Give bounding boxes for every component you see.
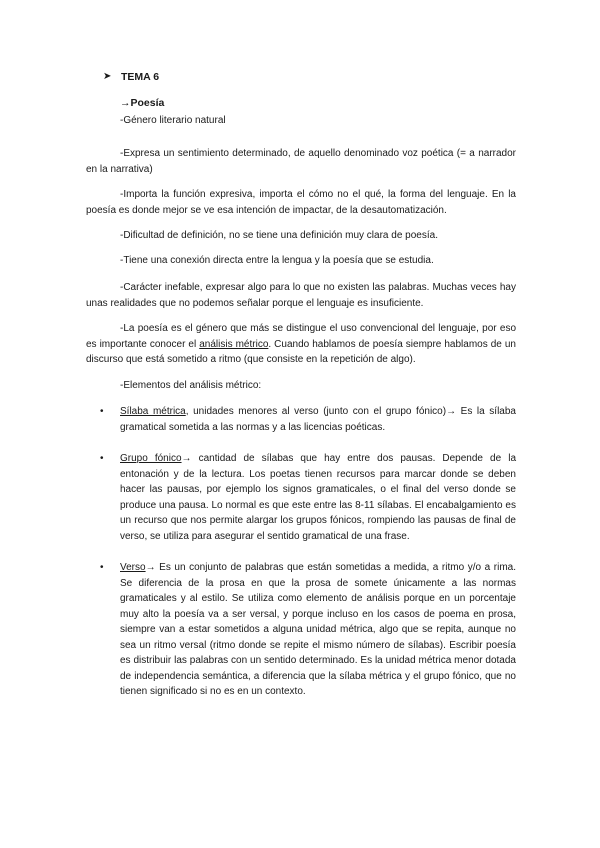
topic-heading [103, 70, 159, 84]
paragraph-expresa: -Expresa un sentimiento determinado, de aquello denominado voz poética (= a narrador en la narrativa) [86, 148, 516, 175]
analisis-metrico-link: análisis métrico [199, 338, 269, 350]
term-verso: Verso [120, 562, 146, 573]
paragraph-elementos: -Elementos del análisis métrico: [120, 380, 262, 391]
term-grupo-fonico-text: → cantidad de sílabas que hay entre dos pausas. Depende de la entonación y de la lectura. Los poetas tienen recursos para marcar donde se deben hacer las pausas, por ejemplo los signos gramaticales, o el final del verso donde se produce una pausa. Lo normal es que este entre las 8-11 sílabas. El encabalgamiento es un recurso que nos permite alargar los grupos fónicos, rompiendo las pausas de final de verso, se utiliza para asegurar el sentido gramatical de una frase. [120, 453, 517, 542]
list-item [86, 404, 516, 435]
paragraph-inefable: -Carácter inefable, expresar algo para lo que no existen las palabras. Muchas veces hay unas realidades que no podemos señalar porque el lenguaje es insuficiente. [86, 282, 516, 309]
term-verso-text: → Es un conjunto de palabras que están sometidas a medida, a ritmo y/o a rima. Se diferencia de la prosa en que la prosa de somete únicamente a las normas gramaticales y al estilo. Se utiliza como elemento de análisis porque en un porcentaje muy alto la poesía va a ser versal, y porque incluso en los casos de poema en prosa, siempre van a estar sometidos a alguna unidad métrica, algo que se repita, aunque no sea un ritmo versal (ritmo donde se repite el mismo número de sílabas). Escribir poesía es distribuir las palabras con un sentido determinado. Es la unidad métrica menor dotada de independencia semántica, a diferencia que la sílaba métrica y el grupo fónico, que no tienen significado si no es en un contexto. [120, 562, 516, 697]
bullet-dot-icon: • [100, 406, 104, 417]
topic-subtitle: →Poesía [120, 97, 165, 109]
paragraph-analisis [86, 321, 516, 368]
paragraph-conexion: -Tiene una conexión directa entre la lengua y la poesía que se estudia. [120, 255, 434, 266]
topic-title: TEMA 6 [121, 71, 160, 83]
term-grupo-fonico: Grupo fónico [120, 453, 182, 464]
analisis-after: . Cuando hablamos de poesía siempre hablamos de un discurso que está sometido a ritmo (que consiste en la repetición de algo). [86, 338, 516, 365]
bullet-dot-icon: • [100, 453, 104, 464]
term-silaba: Sílaba métrica [120, 406, 186, 417]
list-item [86, 451, 516, 544]
paragraph-importa: -Importa la función expresiva, importa el cómo no el qué, la forma del lenguaje. En la poesía es donde mejor se ve esa intención de impactar, de la desautomatización. [86, 189, 516, 216]
term-silaba-text: , unidades menores al verso (junto con el grupo fónico)→ Es la sílaba gramatical sometida a las normas y a las licencias poéticas. [120, 406, 516, 433]
paragraph-genero: -Género literario natural [120, 115, 226, 126]
analisis-before: -La poesía es el género que más se distingue el uso convencional del lenguaje, por eso es importante conocer el [86, 323, 516, 350]
arrow-bullet-icon: ➤ [103, 71, 112, 82]
bullet-dot-icon: • [100, 562, 104, 573]
paragraph-dificultad: -Dificultad de definición, no se tiene una definición muy clara de poesía. [120, 230, 438, 241]
list-item [86, 560, 516, 700]
